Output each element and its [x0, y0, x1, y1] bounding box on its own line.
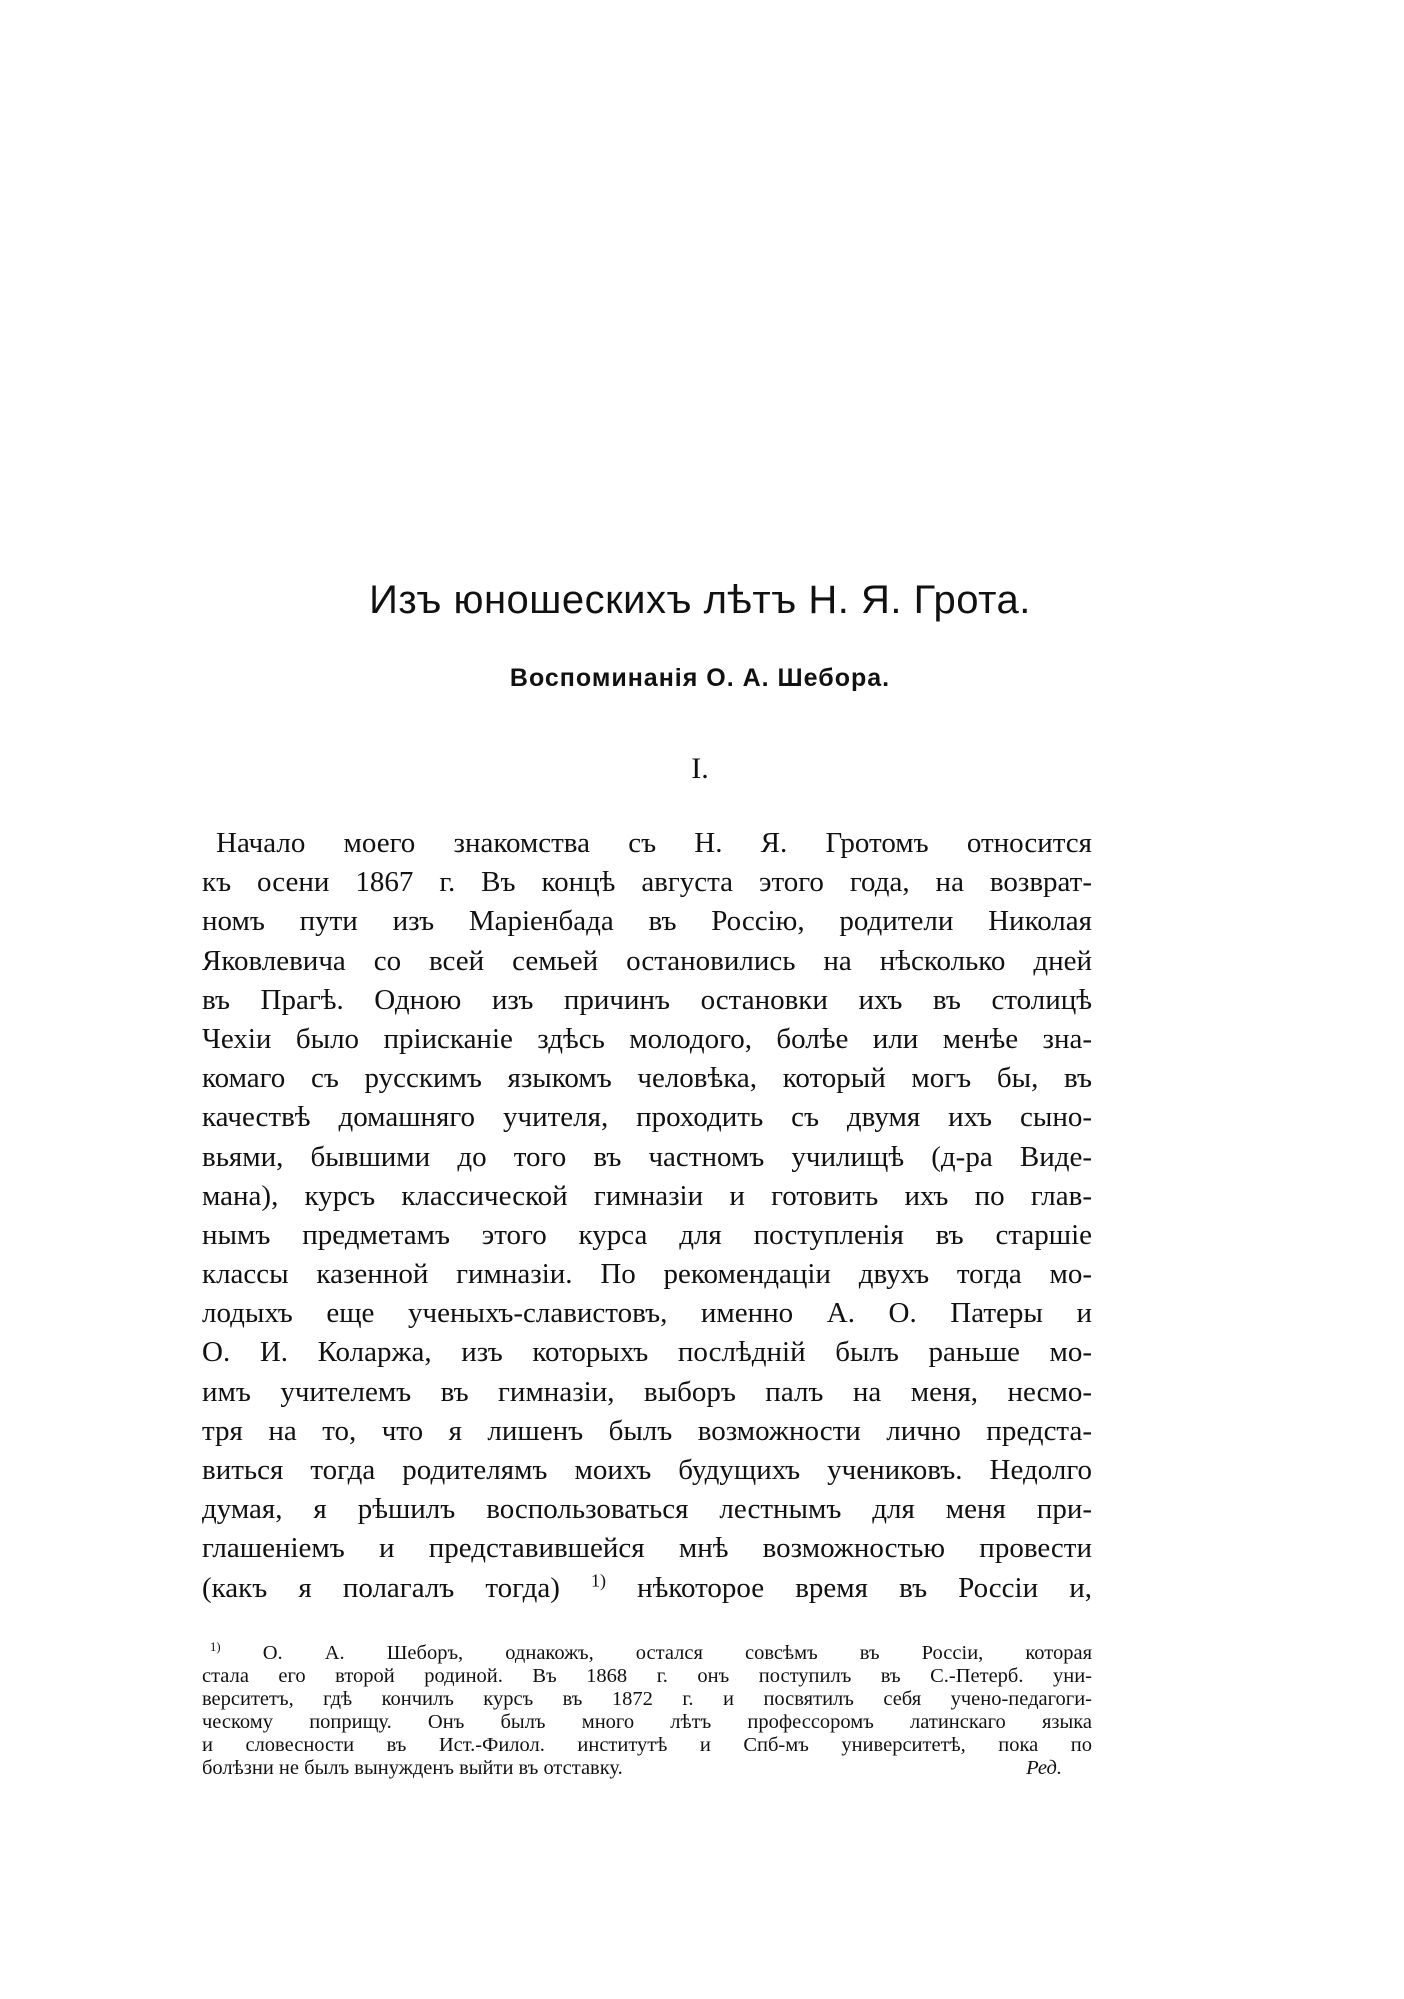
footnote-last-line-text: болѣзни не былъ вынужденъ выйти въ отставку.: [202, 1757, 623, 1779]
editor-mark: Ред.: [1026, 1757, 1062, 1779]
footnote-first-line-text: О. А. Шеборъ, однакожъ, остался совсѣмъ въ Россіи, которая: [262, 1642, 1092, 1664]
section-number: I.: [691, 752, 709, 785]
body-line: нымъ предметамъ этого курса для поступленія въ старшіе: [202, 1218, 1092, 1251]
body-line: вьями, бывшими до того въ частномъ училищѣ (д-ра Виде-: [202, 1140, 1092, 1173]
body-line: глашеніемъ и представившейся мнѣ возможностью провести: [202, 1532, 1092, 1565]
body-line: тря на то, что я лишенъ былъ возможности лично предста-: [202, 1414, 1092, 1447]
footnote-line: [202, 1642, 1092, 1665]
body-line: Яковлевича со всей семьей остановились на нѣсколько дней: [202, 944, 1092, 977]
body-line: лодыхъ еще ученыхъ-славистовъ, именно А. О. Патеры и: [202, 1297, 1092, 1330]
body-line: думая, я рѣшилъ воспользоваться лестнымъ для меня при-: [202, 1493, 1092, 1526]
body-line: Чехіи было пріисканіе здѣсь молодого, болѣе или менѣе зна-: [202, 1022, 1092, 1055]
footnote-last-line: [202, 1757, 1092, 1780]
body-line: классы казенной гимназіи. По рекомендаціи двухъ тогда мо-: [202, 1258, 1092, 1291]
footnote-line: ческому поприщу. Онъ былъ много лѣтъ профессоромъ латинскаго языка: [202, 1711, 1092, 1733]
body-line: къ осени 1867 г. Въ концѣ августа этого года, на возврат-: [202, 866, 1092, 899]
body-line: въ Прагѣ. Одною изъ причинъ остановки ихъ въ столицѣ: [202, 983, 1092, 1016]
footnote-reference[interactable]: 1): [591, 1569, 606, 1590]
body-line: номъ пути изъ Маріенбада въ Россію, родители Николая: [202, 905, 1092, 938]
body-line: Начало моего знакомства съ Н. Я. Гротомъ относится: [216, 827, 1092, 859]
body-text: [202, 824, 1092, 1608]
body-line-last: [202, 1569, 1092, 1608]
body-line-after-ref: нѣкоторое время въ Россіи и,: [637, 1571, 1092, 1604]
body-line: мана), курсъ классической гимназіи и готовить ихъ по глав-: [202, 1179, 1092, 1212]
body-line: комаго съ русскимъ языкомъ человѣка, который могъ бы, въ: [202, 1062, 1092, 1095]
body-line: виться тогда родителямъ моихъ будущихъ учениковъ. Недолго: [202, 1454, 1092, 1486]
footnote: [202, 1642, 1092, 1780]
page-title: Изъ юношескихъ лѣтъ Н. Я. Грота.: [369, 578, 1031, 622]
body-line: имъ учителемъ въ гимназіи, выборъ палъ на меня, несмо-: [202, 1375, 1092, 1408]
body-line: О. И. Коларжа, изъ которыхъ послѣдній былъ раньше мо-: [202, 1336, 1092, 1369]
body-line-before-ref: (какъ я полагалъ тогда): [202, 1571, 560, 1604]
footnote-line: и словесности въ Ист.-Филол. институтѣ и Спб-мъ университетѣ, пока по: [202, 1734, 1092, 1756]
page-subtitle: Воспоминанія О. А. Шебора.: [509, 664, 891, 692]
footnote-line: верситетъ, гдѣ кончилъ курсъ въ 1872 г. и посвятилъ себя учено-педагоги-: [202, 1688, 1092, 1710]
footnote-line: стала его второй родиной. Въ 1868 г. онъ поступилъ въ С.-Петерб. уни-: [202, 1665, 1092, 1687]
body-line: качествѣ домашняго учителя, проходить съ двумя ихъ сыно-: [202, 1101, 1092, 1134]
footnote-marker: 1): [210, 1640, 221, 1655]
